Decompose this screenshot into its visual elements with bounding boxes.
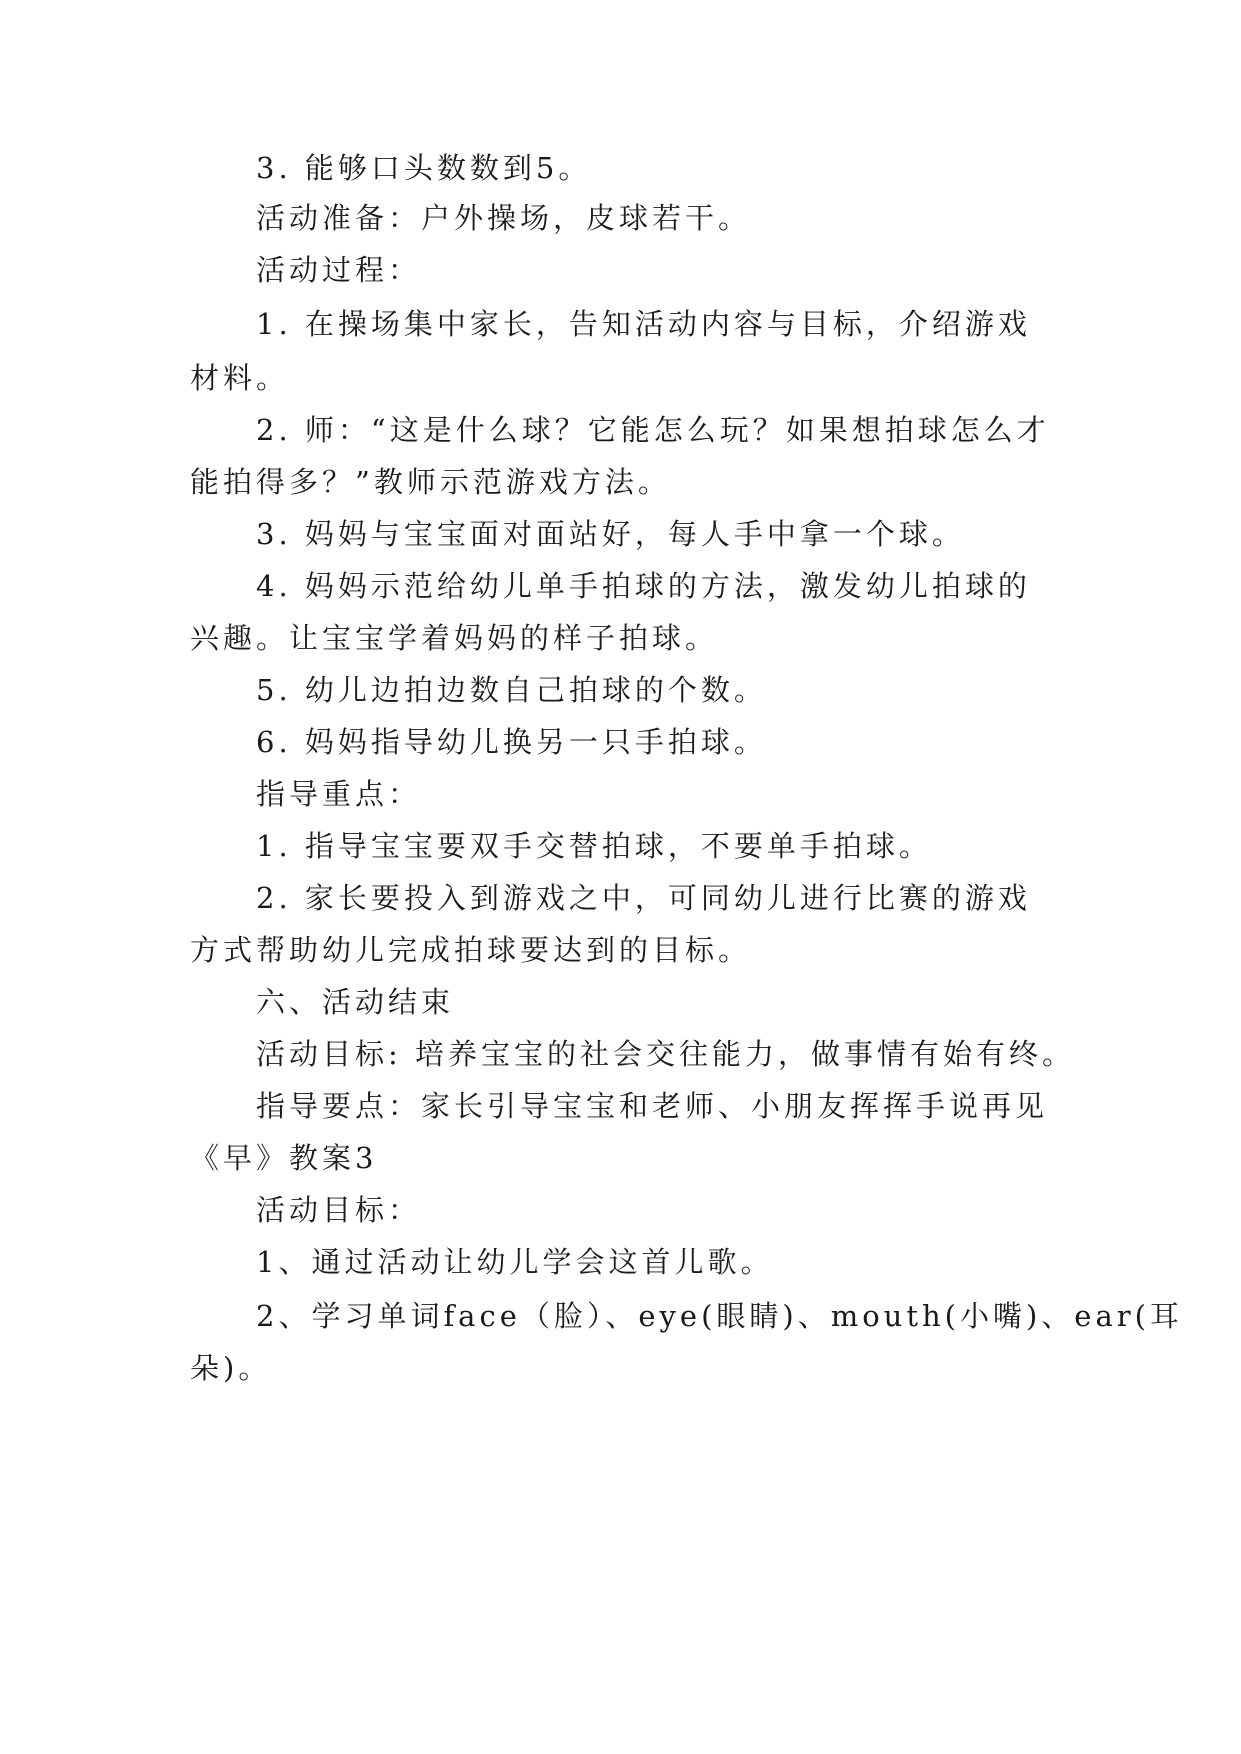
end-activity-goal: 活动目标: 培养宝宝的社会交往能力，做事情有始有终。 bbox=[256, 1037, 1075, 1071]
goal-item-2: 2、学习单词face（脸）、eye(眼睛)、mouth(小嘴)、ear(耳 bbox=[256, 1299, 1183, 1333]
end-guidance-points: 指导要点：家长引导宝宝和老师、小朋友挥挥手说再见 bbox=[256, 1089, 1049, 1123]
guidance-item-2-continued: 方式帮助幼儿完成拍球要达到的目标。 bbox=[190, 933, 752, 967]
activity-preparation: 活动准备：户外操场，皮球若干。 bbox=[256, 201, 752, 235]
section-heading-activity-end: 六、活动结束 bbox=[256, 985, 455, 1019]
process-step-2: 2. 师：“这是什么球？它能怎么玩？如果想拍球怎么才 bbox=[256, 413, 1050, 447]
process-step-4-continued: 兴趣。让宝宝学着妈妈的样子拍球。 bbox=[190, 621, 719, 655]
section-heading-process: 活动过程： bbox=[256, 253, 422, 287]
guidance-item-1: 1. 指导宝宝要双手交替拍球，不要单手拍球。 bbox=[256, 829, 932, 863]
process-step-1: 1. 在操场集中家长，告知活动内容与目标，介绍游戏 bbox=[256, 307, 1031, 341]
process-step-1-continued: 材料。 bbox=[190, 361, 290, 395]
goal-item-2-continued: 朵)。 bbox=[190, 1351, 272, 1385]
process-step-6: 6. 妈妈指导幼儿换另一只手拍球。 bbox=[256, 725, 767, 759]
process-step-2-continued: 能拍得多？”教师示范游戏方法。 bbox=[190, 465, 671, 499]
lesson-plan-title: 《早》教案3 bbox=[190, 1141, 378, 1175]
list-item-count-to-five: 3. 能够口头数数到5。 bbox=[256, 151, 592, 185]
goal-item-1: 1、通过活动让幼儿学会这首儿歌。 bbox=[256, 1245, 774, 1279]
guidance-item-2: 2. 家长要投入到游戏之中，可同幼儿进行比赛的游戏 bbox=[256, 881, 1031, 915]
process-step-5: 5. 幼儿边拍边数自己拍球的个数。 bbox=[256, 673, 767, 707]
section-heading-goals: 活动目标： bbox=[256, 1193, 422, 1227]
process-step-4: 4. 妈妈示范给幼儿单手拍球的方法，激发幼儿拍球的 bbox=[256, 569, 1031, 603]
section-heading-guidance: 指导重点： bbox=[256, 777, 422, 811]
process-step-3: 3. 妈妈与宝宝面对面站好，每人手中拿一个球。 bbox=[256, 517, 965, 551]
